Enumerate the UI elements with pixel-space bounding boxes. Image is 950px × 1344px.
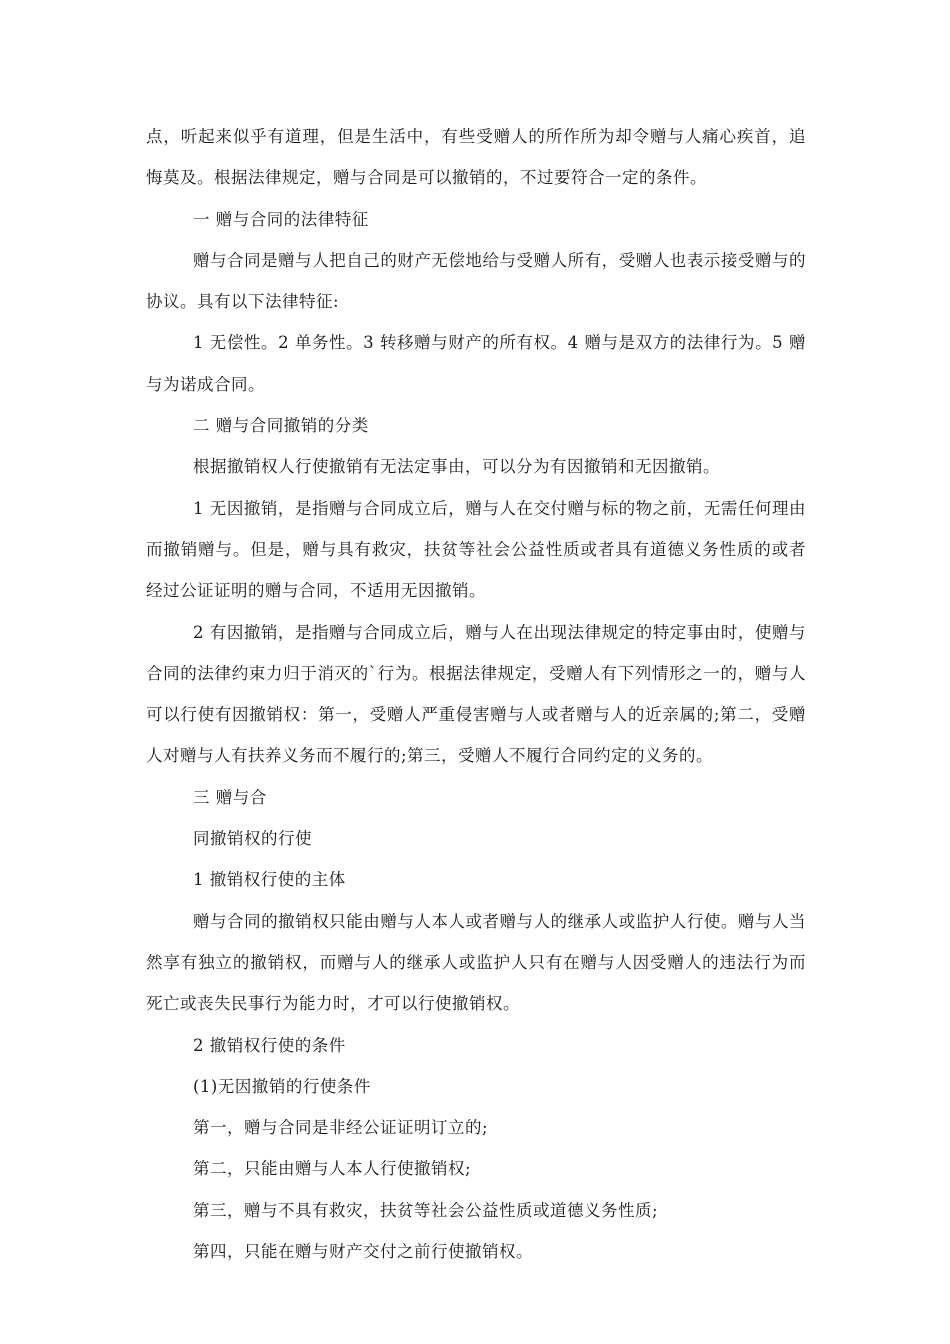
paragraph: 赠与合同的撤销权只能由赠与人本人或者赠与人的继承人或监护人行使。赠与人当然享有独立的撤销权，而赠与人的继承人或监护人只有在赠与人因受赠人的违法行为而死亡或丧失民事行为能力时，才可以行使撤销权。 [146,911,806,1014]
section-heading: 二 赠与合同撤销的分类 [193,416,369,436]
section-heading: 一 赠与合同的法律特征 [193,209,369,229]
paragraph: 2 有因撤销，是指赠与合同成立后，赠与人在出现法律规定的特定事由时，使赠与合同的法律约束力归于消灭的`行为。根据法律规定，受赠人有下列情形之一的，赠与人可以行使有因撤销权：第一，受赠人严重侵害赠与人或者赠与人的近亲属的;第二，受赠人对赠与人有扶养义务而不履行的;第三，受赠人不履行合同约定的义务的。 [146,622,806,766]
subsection-heading: 2 撤销权行使的条件 [193,1035,346,1055]
list-heading: (1)无因撤销的行使条件 [193,1076,371,1096]
paragraph: 1 无偿性。2 单务性。3 转移赠与财产的所有权。4 赠与是双方的法律行为。5 赠与为诺成合同。 [146,333,806,394]
paragraph: 同撤销权的行使 [193,829,312,849]
list-item: 第三，赠与不具有救灾，扶贫等社会公益性质或道德义务性质; [193,1200,659,1220]
paragraph: 赠与合同是赠与人把自己的财产无偿地给与受赠人所有，受赠人也表示接受赠与的协议。具有以下法律特征: [146,250,806,312]
document-body [146,116,806,1272]
paragraph: 1 无因撤销，是指赠与合同成立后，赠与人在交付赠与标的物之前，无需任何理由而撤销赠与。但是，赠与具有救灾，扶贫等社会公益性质或者具有道德义务性质的或者经过公证证明的赠与合同，不适用无因撤销。 [146,498,806,601]
list-item: 第二，只能由赠与人本人行使撤销权; [193,1159,472,1179]
subsection-heading: 1 撤销权行使的主体 [193,870,346,890]
list-item: 第四，只能在赠与财产交付之前行使撤销权。 [193,1242,533,1262]
section-heading: 三 赠与合 [193,787,267,807]
paragraph: 点，听起来似乎有道理，但是生活中，有些受赠人的所作所为却令赠与人痛心疾首，追悔莫及。根据法律规定，赠与合同是可以撤销的，不过要符合一定的条件。 [146,127,806,188]
paragraph: 根据撤销权人行使撤销有无法定事由，可以分为有因撤销和无因撤销。 [193,457,720,477]
list-item: 第一，赠与合同是非经公证证明订立的; [193,1118,489,1138]
